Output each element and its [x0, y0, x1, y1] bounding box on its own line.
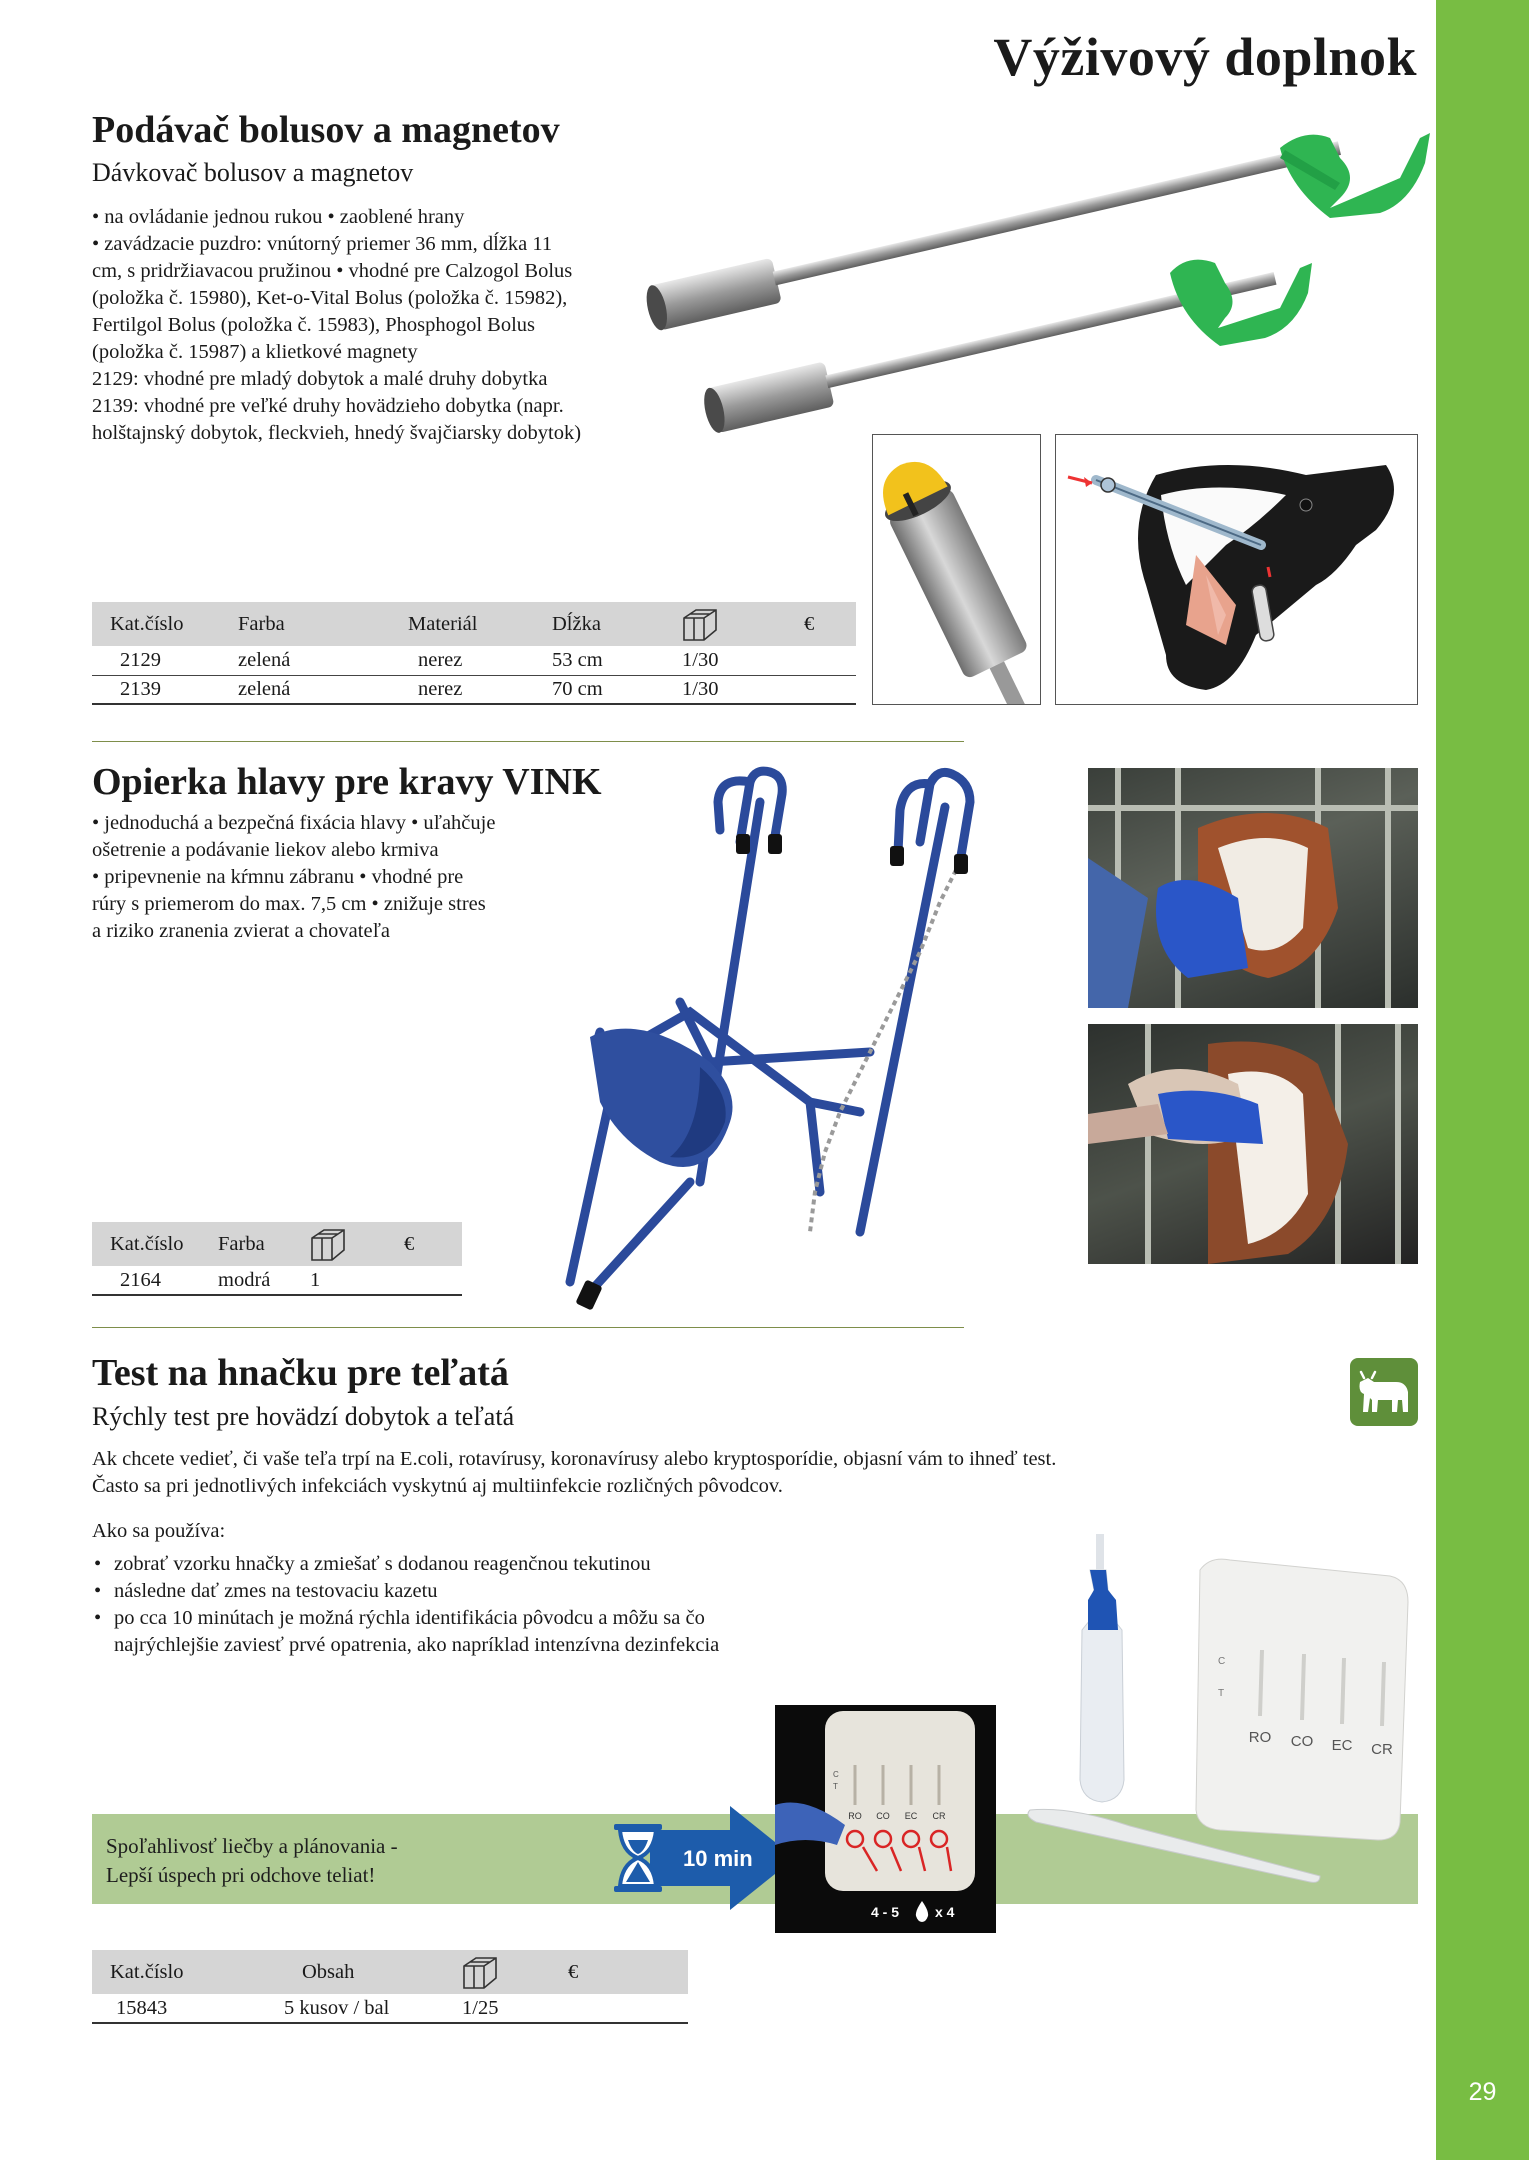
- col-length: Dĺžka: [534, 602, 664, 646]
- list-item: • následne dať zmes na testovaciu kazetu: [92, 1578, 792, 1605]
- test-subtitle: Rýchly test pre hovädzí dobytok a teľatá: [92, 1402, 515, 1431]
- cell-material: nerez: [368, 675, 534, 704]
- cassette-label: EC: [904, 1811, 918, 1821]
- bolus-spec-table: [92, 602, 856, 705]
- cassette-label: RO: [848, 1811, 862, 1821]
- ten-minute-arrow: [610, 1802, 795, 1914]
- cell-cat-number: 15843: [92, 1994, 248, 2023]
- col-price: €: [550, 1950, 688, 1994]
- cattle-badge: [1350, 1358, 1418, 1426]
- cassette-mark: C: [833, 1770, 839, 1779]
- col-cat-number: Kat.číslo: [92, 602, 220, 646]
- table-row: [92, 675, 856, 704]
- cell-length: 53 cm: [534, 646, 664, 675]
- page-header: Výživový doplnok: [993, 27, 1417, 87]
- bolus-description: [92, 204, 581, 447]
- bolus-desc-line: • na ovládanie jednou rukou • zaoblené hrany: [92, 206, 465, 228]
- cell-price: [550, 1994, 688, 2023]
- bolus-desc-line: (položka č. 15987) a klietkové magnety: [92, 341, 418, 363]
- col-content: Obsah: [248, 1950, 444, 1994]
- test-spec-table: [92, 1950, 688, 2024]
- package-icon: [664, 602, 774, 646]
- col-price: €: [386, 1222, 462, 1266]
- cassette-label: CR: [1371, 1741, 1393, 1758]
- table-header-row: [92, 1950, 688, 1994]
- table-header-row: [92, 602, 856, 646]
- test-instruction-image: [775, 1705, 996, 1933]
- cow-application-illustration: [1055, 434, 1418, 705]
- bolus-desc-line: cm, s pridržiavacou pružinou • vhodné pre Calzogol Bolus: [92, 260, 573, 282]
- cell-package: 1/30: [664, 675, 774, 704]
- section-divider: [92, 1327, 964, 1328]
- cell-price: [774, 675, 856, 704]
- vink-desc-line: • jednoduchá a bezpečná fixácia hlavy • uľahčuje: [92, 812, 496, 834]
- cell-color: zelená: [220, 646, 368, 675]
- cassette-label: RO: [1248, 1729, 1272, 1746]
- bolus-desc-line: • zavádzacie puzdro: vnútorný priemer 36 mm, dĺžka 11: [92, 233, 553, 255]
- vink-desc-line: a riziko zranenia zvierat a chovateľa: [92, 920, 390, 942]
- cell-content: 5 kusov / bal: [248, 1994, 444, 2023]
- vink-desc-line: ošetrenie a podávanie liekov alebo krmiva: [92, 839, 439, 861]
- cassette-mark: T: [833, 1782, 838, 1791]
- usage-list: [92, 1551, 792, 1659]
- cell-price: [386, 1266, 462, 1295]
- test-intro-line: Ak chcete vedieť, či vaše teľa trpí na E.coli, rotavírusy, koronavírusy alebo kryptosporídie, objasní vám to ihneď test.: [92, 1448, 1057, 1470]
- time-label: 10 min: [683, 1846, 753, 1871]
- vink-desc-line: rúry s priemerom do max. 7,5 cm • znižuje stres: [92, 893, 486, 915]
- cell-package: 1/30: [664, 646, 774, 675]
- col-material: Materiál: [368, 602, 534, 646]
- bolus-desc-line: 2129: vhodné pre mladý dobytok a malé druhy dobytka: [92, 368, 548, 390]
- list-item: • po cca 10 minútach je možná rýchla identifikácia pôvodcu a môžu sa čo najrýchlejšie zaviesť prvé opatrenia, ako napríklad intenzívna dezinfekcia: [92, 1605, 792, 1659]
- test-kit-image: [1010, 1530, 1420, 1890]
- cell-material: nerez: [368, 646, 534, 675]
- table-row: [92, 1266, 462, 1295]
- col-price: €: [774, 602, 856, 646]
- banner-line: Spoľahlivosť liečby a plánovania -: [106, 1834, 398, 1858]
- cassette-label: CO: [1290, 1733, 1314, 1750]
- cell-color: modrá: [200, 1266, 292, 1295]
- cow-icon: [1350, 1358, 1418, 1426]
- col-cat-number: Kat.číslo: [92, 1950, 248, 1994]
- package-icon: [292, 1222, 386, 1266]
- table-row: [92, 646, 856, 675]
- drops-times: x 4: [935, 1904, 955, 1920]
- cassette-label: CR: [932, 1811, 946, 1821]
- cell-price: [774, 646, 856, 675]
- benefit-banner-text: [106, 1832, 398, 1890]
- cassette-label: CO: [876, 1811, 890, 1821]
- cell-cat-number: 2164: [92, 1266, 200, 1295]
- table-header-row: [92, 1222, 462, 1266]
- bolus-desc-line: Fertilgol Bolus (položka č. 15983), Phosphogol Bolus: [92, 314, 536, 336]
- list-item: • zobrať vzorku hnačky a zmiešať s dodanou reagenčnou tekutinou: [92, 1551, 792, 1578]
- bolus-title: Podávač bolusov a magnetov: [92, 109, 560, 151]
- col-color: Farba: [200, 1222, 292, 1266]
- vink-headrest-image: [560, 762, 1040, 1314]
- cell-color: zelená: [220, 675, 368, 704]
- bolus-subtitle: Dávkovač bolusov a magnetov: [92, 158, 414, 187]
- vink-title: Opierka hlavy pre kravy VINK: [92, 761, 602, 803]
- vink-usage-photo-1: [1088, 768, 1418, 1008]
- drop-icon: [916, 1901, 928, 1922]
- package-icon: [444, 1950, 550, 1994]
- cell-package: 1/25: [444, 1994, 550, 2023]
- section-divider: [92, 741, 964, 742]
- cell-cat-number: 2129: [92, 646, 220, 675]
- vink-usage-photo-2: [1088, 1024, 1418, 1264]
- test-intro: [92, 1446, 1056, 1500]
- bolus-desc-line: (položka č. 15980), Ket-o-Vital Bolus (položka č. 15982),: [92, 287, 568, 309]
- cell-package: 1: [292, 1266, 386, 1295]
- col-cat-number: Kat.číslo: [92, 1222, 200, 1266]
- cell-length: 70 cm: [534, 675, 664, 704]
- test-intro-line: Často sa pri jednotlivých infekciách vyskytnú aj multiinfekcie rozličných pôvodcov.: [92, 1475, 783, 1497]
- page-number: 29: [1468, 2078, 1497, 2106]
- vink-desc-line: • pripevnenie na kŕmnu zábranu • vhodné pre: [92, 866, 464, 888]
- bolus-desc-line: 2139: vhodné pre veľké druhy hovädzieho dobytka (napr.: [92, 395, 564, 417]
- cassette-mark: C: [1218, 1656, 1226, 1667]
- cell-cat-number: 2139: [92, 675, 220, 704]
- bolus-desc-line: holštajnský dobytok, fleckvieh, hnedý švajčiarsky dobytok): [92, 422, 582, 444]
- drops-label: 4 - 5: [871, 1904, 900, 1920]
- usage-heading: Ako sa používa:: [92, 1520, 226, 1542]
- banner-line: Lepší úspech pri odchove teliat!: [106, 1863, 376, 1887]
- cassette-label: EC: [1331, 1737, 1353, 1754]
- applicator-tip-image: [872, 434, 1041, 705]
- test-title: Test na hnačku pre teľatá: [92, 1352, 509, 1394]
- col-color: Farba: [220, 602, 368, 646]
- vink-spec-table: [92, 1222, 462, 1296]
- cassette-mark: T: [1218, 1688, 1225, 1699]
- table-row: [92, 1994, 688, 2023]
- bolus-applicator-image: [640, 118, 1435, 448]
- page-side-band: [1436, 0, 1529, 2160]
- vink-description: [92, 810, 495, 945]
